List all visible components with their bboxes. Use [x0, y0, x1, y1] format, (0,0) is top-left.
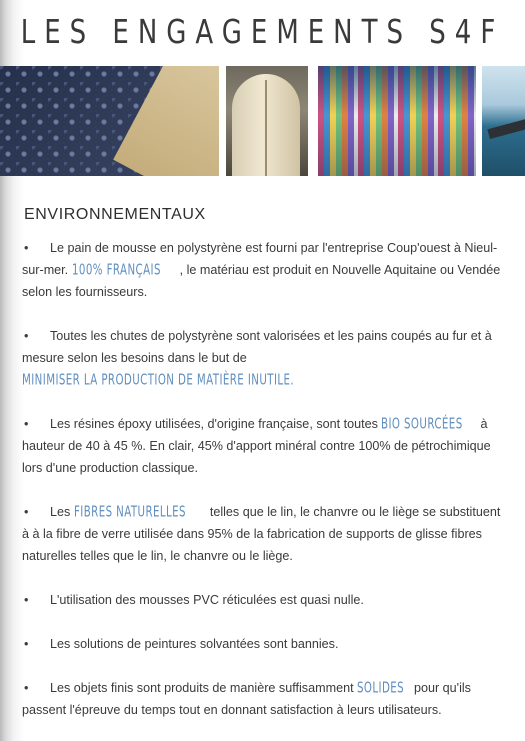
- bullet-icon: •: [24, 593, 29, 607]
- photo-strip: [0, 66, 525, 176]
- item-highlight: MINIMISER LA PRODUCTION DE MATIÈRE INUTILE.: [22, 370, 295, 389]
- item-highlight: SOLIDES: [357, 678, 405, 697]
- surfboard-photo: [226, 66, 308, 176]
- page-title: LES ENGAGEMENTS S4F: [20, 14, 505, 52]
- commitments-section: [22, 206, 508, 741]
- bullet-icon: •: [24, 329, 29, 343]
- commitment-item-3: [22, 501, 508, 567]
- commitment-item-6: [22, 677, 508, 721]
- item-text: L'utilisation des mousses PVC réticulées est quasi nulle.: [50, 593, 364, 607]
- bullet-icon: •: [24, 681, 29, 695]
- bullet-icon: •: [24, 241, 29, 255]
- bullet-icon: •: [24, 417, 29, 431]
- item-text-after: telles que le lin, le chanvre ou le liège se substituent à à la fibre de verre utilisée dans 95% de la fabrication de supports de glisse fibres naturelles telles que le lin, le chanvre ou le liège.: [22, 505, 501, 563]
- item-highlight: BIO SOURCÉES: [381, 414, 464, 433]
- item-text: Les: [50, 505, 74, 519]
- item-text-after: pour qu'ils passent l'épreuve du temps tout en donnant satisfaction à leurs utilisateurs.: [22, 681, 471, 717]
- item-text-after: , le matériau est produit en Nouvelle Aquitaine ou Vendée selon les fournisseurs.: [22, 263, 501, 299]
- item-text: Les solutions de peintures solvantées sont bannies.: [50, 637, 339, 651]
- fabric-pattern-photo: [0, 66, 219, 176]
- commitment-item-0: [22, 237, 508, 303]
- item-highlight: FIBRES NATURELLES: [73, 502, 186, 521]
- item-text: Les objets finis sont produits de manière suffisamment: [50, 681, 358, 695]
- commitment-item-2: [22, 413, 508, 479]
- lake-dock-photo: [482, 66, 525, 176]
- item-text: Les résines époxy utilisées, d'origine française, sont toutes: [50, 417, 382, 431]
- item-text-after: à hauteur de 40 à 45 %. En clair, 45% d'apport minéral contre 100% de pétrochimique lors d'une production classique.: [22, 417, 491, 475]
- commitment-item-5: [22, 633, 508, 655]
- item-text: Le pain de mousse en polystyrène est fourni par l'entreprise Coup'ouest à Nieul-sur-mer.: [22, 241, 498, 277]
- colorful-boards-photo: [318, 66, 476, 176]
- section-title: ENVIRONNEMENTAUX: [24, 206, 206, 223]
- commitment-item-1: [22, 325, 508, 391]
- bullet-icon: •: [24, 505, 29, 519]
- item-text: Toutes les chutes de polystyrène sont valorisées et les pains coupés au fur et à mesure selon les besoins dans le but de: [22, 329, 492, 365]
- commitment-item-4: [22, 589, 508, 611]
- item-highlight: 100% FRANÇAIS: [71, 260, 161, 279]
- bullet-icon: •: [24, 637, 29, 651]
